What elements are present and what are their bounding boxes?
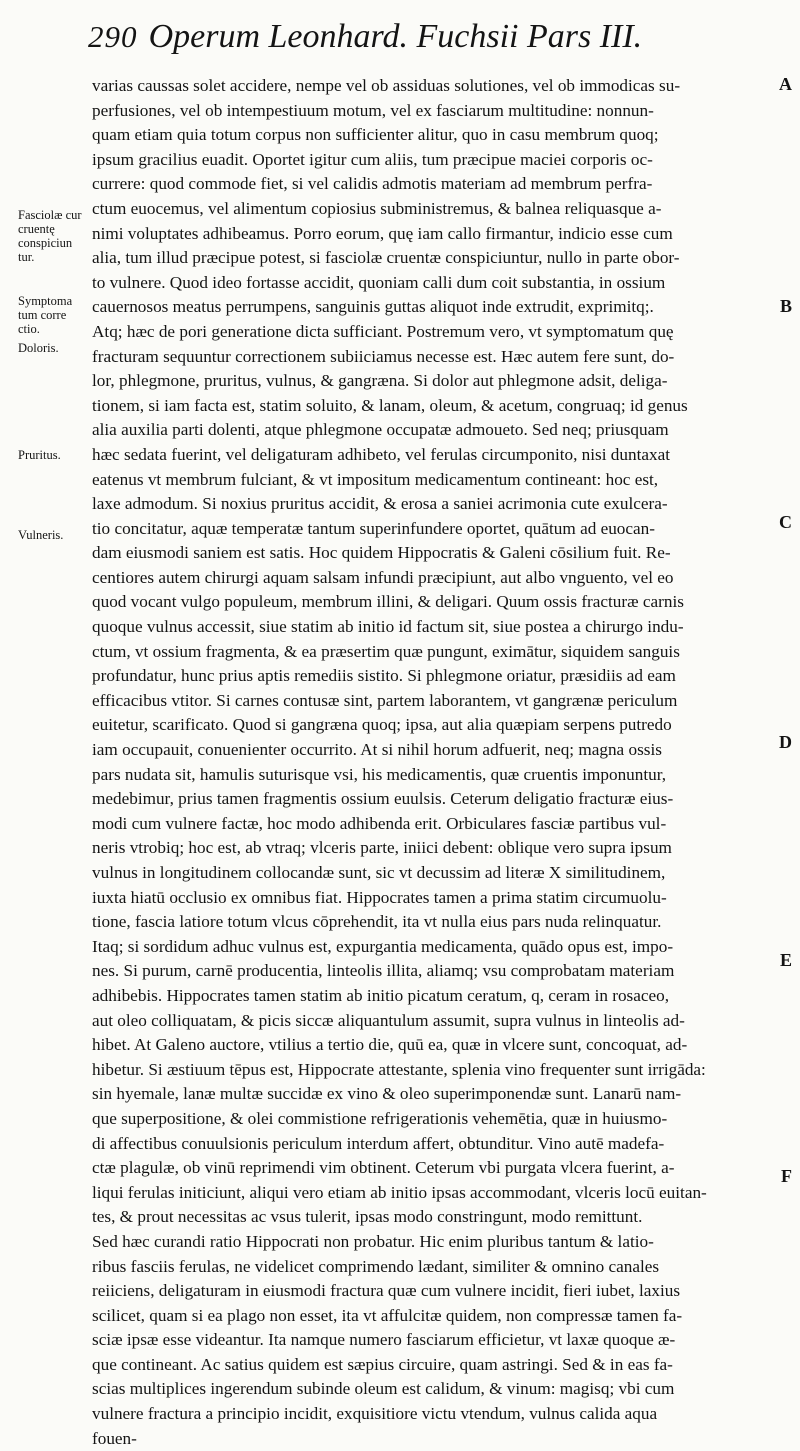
text-line: scias multiplices ingerendum subinde oleum est calidum, & vinum: magisq; vbi cum <box>92 1379 675 1399</box>
text-line: scilicet, quam si ea plago non esset, ita vt affulcitæ quidem, non compressæ tamen fa- <box>92 1305 683 1325</box>
text-line: nes. Si purum, carnē producentia, linteolis illita, aliamq; vsu comprobatam materiam <box>92 961 675 981</box>
text-line: ctum, vt ossium fragmenta, & ea præsertim quæ pungunt, eximātur, siquidem sanguis <box>92 641 680 661</box>
text-line: nimi voluptates adhibeamus. Porro eorum, quę iam callo firmantur, indicio esse cum <box>92 223 673 243</box>
text-line: hibet. At Galeno auctore, vtilius a tertio die, quū ea, quæ in vlcere sunt, concoquat, ad- <box>92 1035 688 1055</box>
text-line: tes, & prout necessitas ac vsus tulerit, ipsas modo constringunt, modo remittunt. <box>92 1207 643 1227</box>
page-number: 290 <box>88 19 138 54</box>
text-line: euitetur, scarificato. Quod si gangræna quoq; ipsa, aut alia quæpiam serpens putredo <box>92 715 672 735</box>
text-line: quod vocant vulgo populeum, membrum illini, & deligari. Quum ossis fracturæ carnis <box>92 592 684 612</box>
running-header <box>88 18 728 64</box>
margin-note-vulneris: Vulneris. <box>18 528 64 542</box>
text-line: hibetur. Si æstiuum tēpus est, Hippocrate attestante, splenia vino frequenter sunt irrigāda: <box>92 1059 706 1079</box>
text-line: Sed hæc curandi ratio Hippocrati non probatur. Hic enim pluribus tantum & latio- <box>92 1231 654 1251</box>
text-line: Atq; hæc de pori generatione dicta sufficiant. Postremum vero, vt symptomatum quę <box>92 321 674 341</box>
text-line: adhibebis. Hippocrates tamen statim ab initio picatum ceratum, q, ceram in rosaceo, <box>92 985 670 1005</box>
text-line: pars nudata sit, hamulis suturisque vsi, his medicamentis, quæ cruentis imponuntur, <box>92 764 667 784</box>
text-line: medebimur, prius tamen fragmentis ossium euulsis. Ceterum deligatio fracturæ eius- <box>92 789 674 809</box>
section-letter-e: E <box>779 950 792 970</box>
section-letter-d: D <box>779 732 792 752</box>
margin-note-doloris: Doloris. <box>18 341 59 355</box>
text-line: to vulnere. Quod ideo fortasse accidit, quoniam calli dum coit substantia, in ossium <box>92 272 666 292</box>
text-line: laxe admodum. Si noxius pruritus accidit, & erosa a saniei acrimonia cute exulcera- <box>92 494 668 514</box>
section-letter-a: A <box>779 74 792 94</box>
text-line: liqui ferulas initiciunt, aliqui vero etiam ab initio ipsas accommodant, vlceris locū euitan- <box>92 1182 707 1202</box>
text-line: di affectibus conuulsionis periculum interdum affert, obtunditur. Vino autē madefa- <box>92 1133 665 1153</box>
text-line: vulnere fractura a principio incidit, exquisitiore victu vtendum, vulnus calida aqua <box>92 1404 658 1424</box>
text-line: fracturam sequuntur correctionem subiiciamus necesse est. Hæc autem fere sunt, do- <box>92 346 675 366</box>
text-line: reiiciens, deligaturam in eiusmodi fractura quæ cum vulnere incidit, fieri iubet, laxius <box>92 1281 681 1301</box>
section-letter-b: B <box>779 296 792 316</box>
text-line: quam etiam quia totum corpus non sufficienter alitur, quo in casu membrum quoq; <box>92 125 659 145</box>
text-line: ctum euocemus, vel alimentum copiosius subministremus, & balnea reliquasque a- <box>92 198 662 218</box>
text-line: modi cum vulnere factæ, hoc modo adhibenda erit. Orbiculares fasciæ partibus vul- <box>92 813 667 833</box>
text-line: lor, phlegmone, pruritus, vulnus, & gangræna. Si dolor aut phlegmone adsit, deliga- <box>92 371 668 391</box>
text-line: eatenus vt membrum fulciant, & vt impositum medicamentum contineant: hoc est, <box>92 469 659 489</box>
text-line: alia, tum illud præcipue potest, si fasciolæ cruentæ conspiciuntur, nullo in parte obor- <box>92 248 680 268</box>
text-line: profundatur, hunc prius aptis remediis sistito. Si phlegmone oriatur, præsidiis ad eam <box>92 666 676 686</box>
text-line: tione, fascia latiore totum vlcus cōprehendit, ita vt nulla eius pars nuda relinquatur. <box>92 912 662 932</box>
main-text-block <box>92 74 767 1451</box>
text-line: ipsum gracilius euadit. Oportet igitur cum aliis, tum præcipue maciei corporis oc- <box>92 149 653 169</box>
text-line: fouen- <box>92 1428 137 1448</box>
text-line: sin hyemale, lanæ multæ succidæ ex vino & oleo superimponendæ sunt. Lanarū nam- <box>92 1084 682 1104</box>
running-title: Operum Leonhard. Fuchsii Pars III. <box>148 18 643 55</box>
section-letter-c: C <box>779 512 792 532</box>
text-line: efficacibus vtitor. Si carnes contusæ sint, partem laborantem, vt gangrænæ periculum <box>92 690 678 710</box>
text-line: currere: quod commode fiet, si vel calidis admotis materiam ad membrum perfra- <box>92 174 653 194</box>
text-line: centiores autem chirurgi aquam salsam infundi præcipiunt, aut albo vnguento, vel eo <box>92 567 674 587</box>
section-letter-f: F <box>781 1166 792 1186</box>
text-line: vulnus in longitudinem collocandæ sunt, sic vt decussim ad literæ X similitudinem, <box>92 863 666 882</box>
text-line: iuxta hiatū occlusio ex omnibus fiat. Hippocrates tamen a prima statim circumuolu- <box>92 887 667 907</box>
text-line: tio concitatur, aquæ temperatæ tantum superinfundere oportet, quātum ad euocan- <box>92 518 655 538</box>
text-line: hæc sedata fuerint, vel deligaturam adhibeto, vel ferulas circumponito, nisi duntaxat <box>92 444 670 464</box>
text-line: cauernosos meatus perrumpens, sanguinis guttas aliquot inde extrudit, exprimitq;. <box>92 297 654 317</box>
text-line: iam occupauit, conuenienter occurrito. At si nihil horum adfuerit, neq; magna ossis <box>92 740 662 760</box>
text-line: quoque vulnus accessit, siue statim ab initio id factum sit, siue postea a chirurgo indu- <box>92 617 684 637</box>
text-line: tionem, si iam facta est, statim soluito, & lanam, oleum, & acetum, congruaq; id genus <box>92 395 688 415</box>
margin-note-fasciolae: Fasciolæ cur cruentę conspiciun tur. <box>18 208 82 264</box>
text-line: neris vtrobiq; hoc est, ab vtraq; vlceris parte, iniici debent: oblique vero supra ipsum <box>92 838 672 858</box>
text-line: ribus fasciis ferulas, ne videlicet comprimendo lædant, similiter & omnino canales <box>92 1256 660 1276</box>
margin-note-pruritus: Pruritus. <box>18 448 61 462</box>
text-line: aut oleo colliquatam, & picis siccæ aliquantulum assumit, supra vulnus in linteolis ad- <box>92 1010 685 1030</box>
text-line: ctæ plagulæ, ob vinū reprimendi vim obtinent. Ceterum vbi purgata vlcera fuerint, a- <box>92 1158 675 1178</box>
margin-note-symptomatum: Symptoma tum corre ctio. <box>18 294 73 336</box>
text-line: dam eiusmodi saniem est satis. Hoc quidem Hippocratis & Galeni cōsilium fuit. Re- <box>92 543 671 563</box>
text-line: varias caussas solet accidere, nempe vel ob assiduas solutiones, vel ob immodicas su- <box>92 76 681 95</box>
text-line: Itaq; si sordidum adhuc vulnus est, expurgantia medicamenta, quādo opus est, impo- <box>92 936 674 956</box>
text-line: perfusiones, vel ob intempestiuum motum, vel ex fasciarum multitudine: nonnun- <box>92 100 654 120</box>
text-line: que contineant. Ac satius quidem est sæpius circuire, quam astringi. Sed & in eas fa- <box>92 1354 673 1374</box>
text-line: que superpositione, & olei commistione refrigerationis vehemētia, quæ in huiusmo- <box>92 1108 668 1128</box>
text-line: sciæ ipsæ esse videantur. Ita namque numero fasciarum efficietur, vt laxæ quoque æ- <box>92 1330 676 1350</box>
text-line: alia auxilia parti dolenti, atque phlegmone occupatæ admoueto. Sed neq; priusquam <box>92 420 669 440</box>
